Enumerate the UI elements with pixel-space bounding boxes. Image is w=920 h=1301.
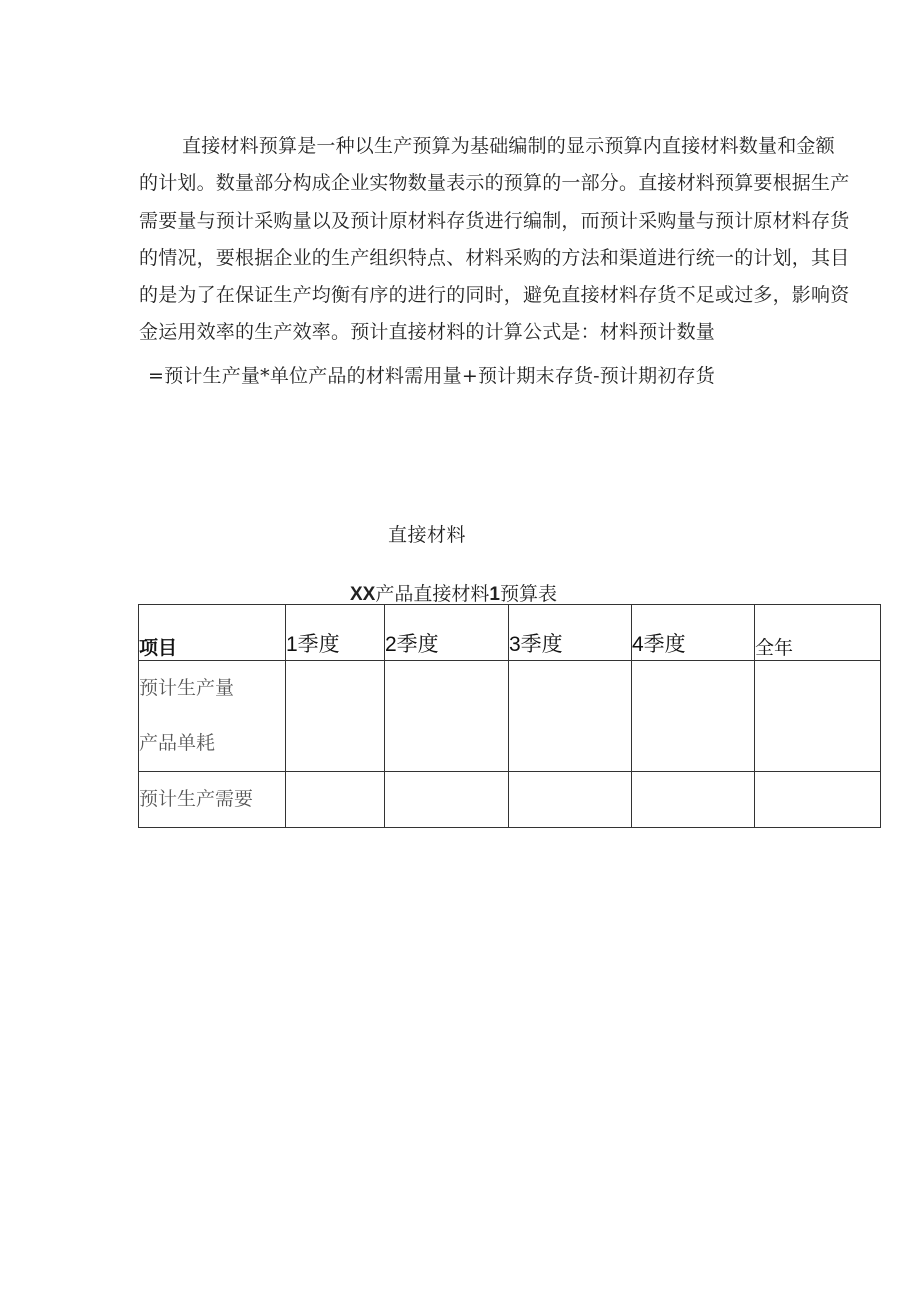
- header-cell-full-year: 全年: [755, 605, 881, 661]
- section-heading: 直接材料: [388, 524, 467, 546]
- table-row: [139, 772, 881, 828]
- table-row: [139, 661, 881, 772]
- table-title-suffix: 预算表: [499, 583, 557, 605]
- paragraph-line: 的是为了在保证生产均衡有序的进行的同时，避免直接材料存货不足或过多，影响资: [139, 284, 850, 307]
- paragraph-line: 的计划。数量部分构成企业实物数量表示的预算的一部分。直接材料预算要根据生产: [139, 172, 850, 195]
- table-cell: [509, 772, 632, 828]
- table-cell: [632, 661, 755, 772]
- header-cell-item: 项目: [139, 605, 286, 661]
- row-label-cell: [139, 772, 286, 828]
- table-cell: [755, 661, 881, 772]
- table-title-number: 1: [489, 584, 500, 605]
- paragraph-line: 直接材料预算是一种以生产预算为基础编制的显示预算内直接材料数量和金额: [182, 135, 835, 157]
- table-title-middle: 产品直接材料: [375, 583, 490, 605]
- row-label: 预计生产需要: [139, 788, 254, 810]
- budget-table: [138, 604, 881, 828]
- table-cell: [632, 772, 755, 828]
- table-cell: [755, 772, 881, 828]
- header-cell-q4: 4季度: [632, 605, 755, 661]
- table-cell: [509, 661, 632, 772]
- table-cell: [286, 772, 385, 828]
- header-cell-q3: 3季度: [509, 605, 632, 661]
- header-cell-q1: 1季度: [286, 605, 385, 661]
- body-paragraph: [139, 128, 881, 395]
- table-cell: [385, 772, 509, 828]
- table-header-row: [139, 605, 881, 661]
- table-cell: [385, 661, 509, 772]
- row-label: 产品单耗: [139, 732, 216, 754]
- row-label-cell: [139, 661, 286, 772]
- table-cell: [286, 661, 385, 772]
- paragraph-line: 需要量与预计采购量以及预计原材料存货进行编制，而预计采购量与预计原材料存货: [139, 209, 850, 232]
- header-cell-q2: 2季度: [385, 605, 509, 661]
- table-title: [350, 579, 557, 606]
- paragraph-line: 的情况，要根据企业的生产组织特点、材料采购的方法和渠道进行统一的计划，其目: [139, 246, 850, 269]
- paragraph-line: 金运用效率的生产效率。预计直接材料的计算公式是：材料预计数量: [139, 321, 716, 344]
- table-title-prefix: XX: [350, 584, 376, 605]
- formula-line: =预计生产量*单位产品的材料需用量+预计期末存货-预计期初存货: [148, 364, 715, 387]
- row-label: 预计生产量: [139, 677, 235, 699]
